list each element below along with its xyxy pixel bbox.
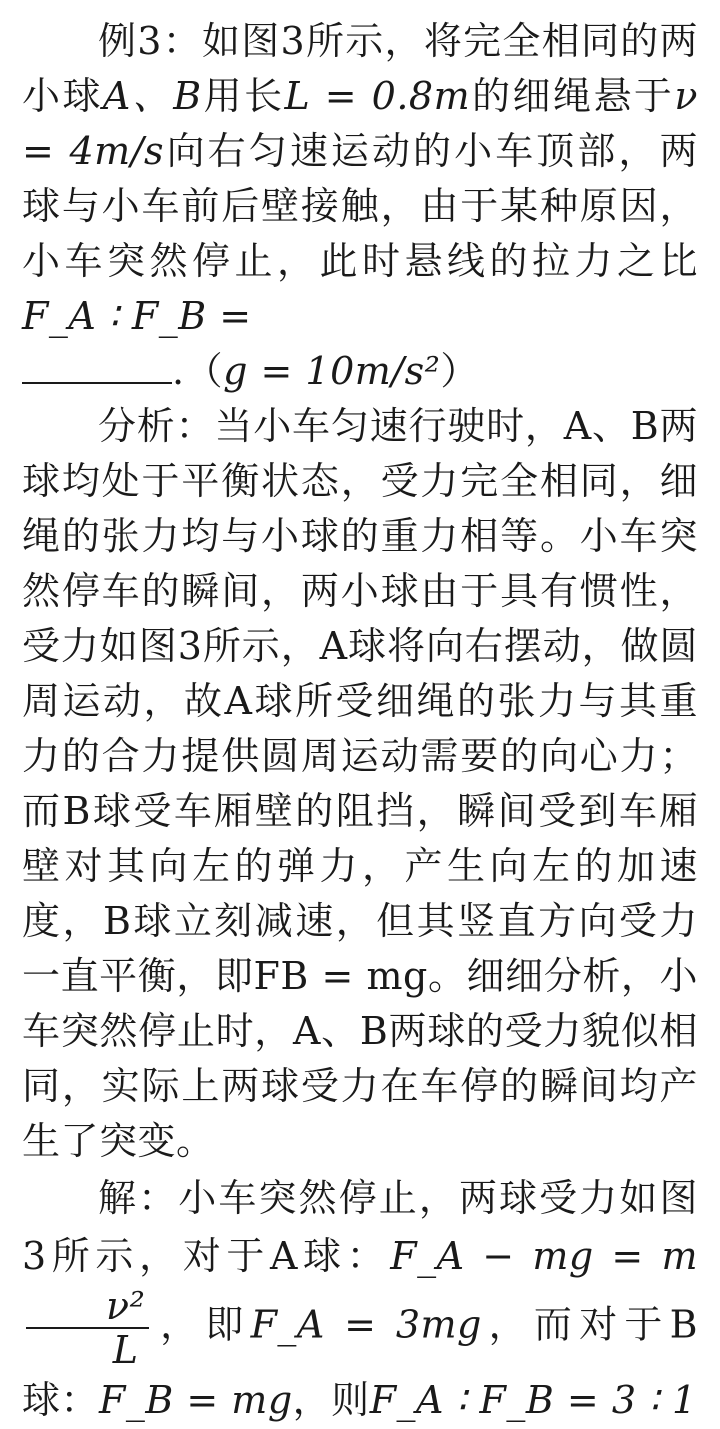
equation-3: F_B = mg [99,1378,293,1422]
example-text-2: 的细绳悬于 [470,74,675,118]
equation-4-ratio: F_A ∶ F_B = 3 ∶ 1 [369,1378,697,1422]
answer-blank [22,344,172,384]
example-paragraph [22,0,698,399]
example-lead: 例3：如图3所示，将完全相同的两小球 [22,19,698,118]
gravity-expression: g = 10m/s² [223,349,441,393]
solution-text-mid: ，而对于B球： [22,1302,698,1422]
example-text-4: .（ [172,349,224,393]
solution-paragraph [22,1169,698,1429]
fraction-denominator: L [112,1328,139,1372]
balls-label: A、B [102,74,202,118]
analysis-text: 分析：当小车匀速行驶时，A、B两球均处于平衡状态，受力完全相同，细绳的张力均与小球的重力相等。小车突然停车的瞬间，两小球由于具有惯性，受力如图3所示，A球将向右摆动，做圆周运动，故A球所受细绳的张力与其重力的合力提供圆周运动需要的向心力；而B球受车厢壁的阻挡，瞬间受到车厢壁对其向左的弹力，产生向左的加速度，B球立刻减速，但其竖直方向受力一直平衡，即FB = mg。细细分析，小车突然停止时，A、B两球的受力貌似相同，实际上两球受力在车停的瞬间均产生了突变。 [22,404,698,1163]
example-text-3: 向右匀速运动的小车顶部，两球与小车前后壁接触，由于某种原因，小车突然停止，此时悬线的拉力之比 [22,129,698,283]
solution-text-then: ，则 [292,1378,370,1422]
solution-lead: 解：小车突然停止，两球受力如图3所示，对于A球： [22,1176,698,1278]
velocity-fraction [26,1285,149,1371]
example-text-5: ） [440,349,479,393]
analysis-paragraph [22,399,698,1169]
fraction-numerator: ν² [26,1285,149,1329]
equation-1-left: F_A − mg = m [390,1234,698,1278]
equation-2: F_A = 3mg [250,1302,482,1347]
velocity-expression: ν = 4m/s [22,74,698,173]
ratio-question: F_A ∶ F_B = [22,294,252,338]
example-text-1: 用长 [201,74,285,118]
solution-text-after: ，即 [153,1302,251,1347]
length-expression: L = 0.8m [284,74,471,118]
